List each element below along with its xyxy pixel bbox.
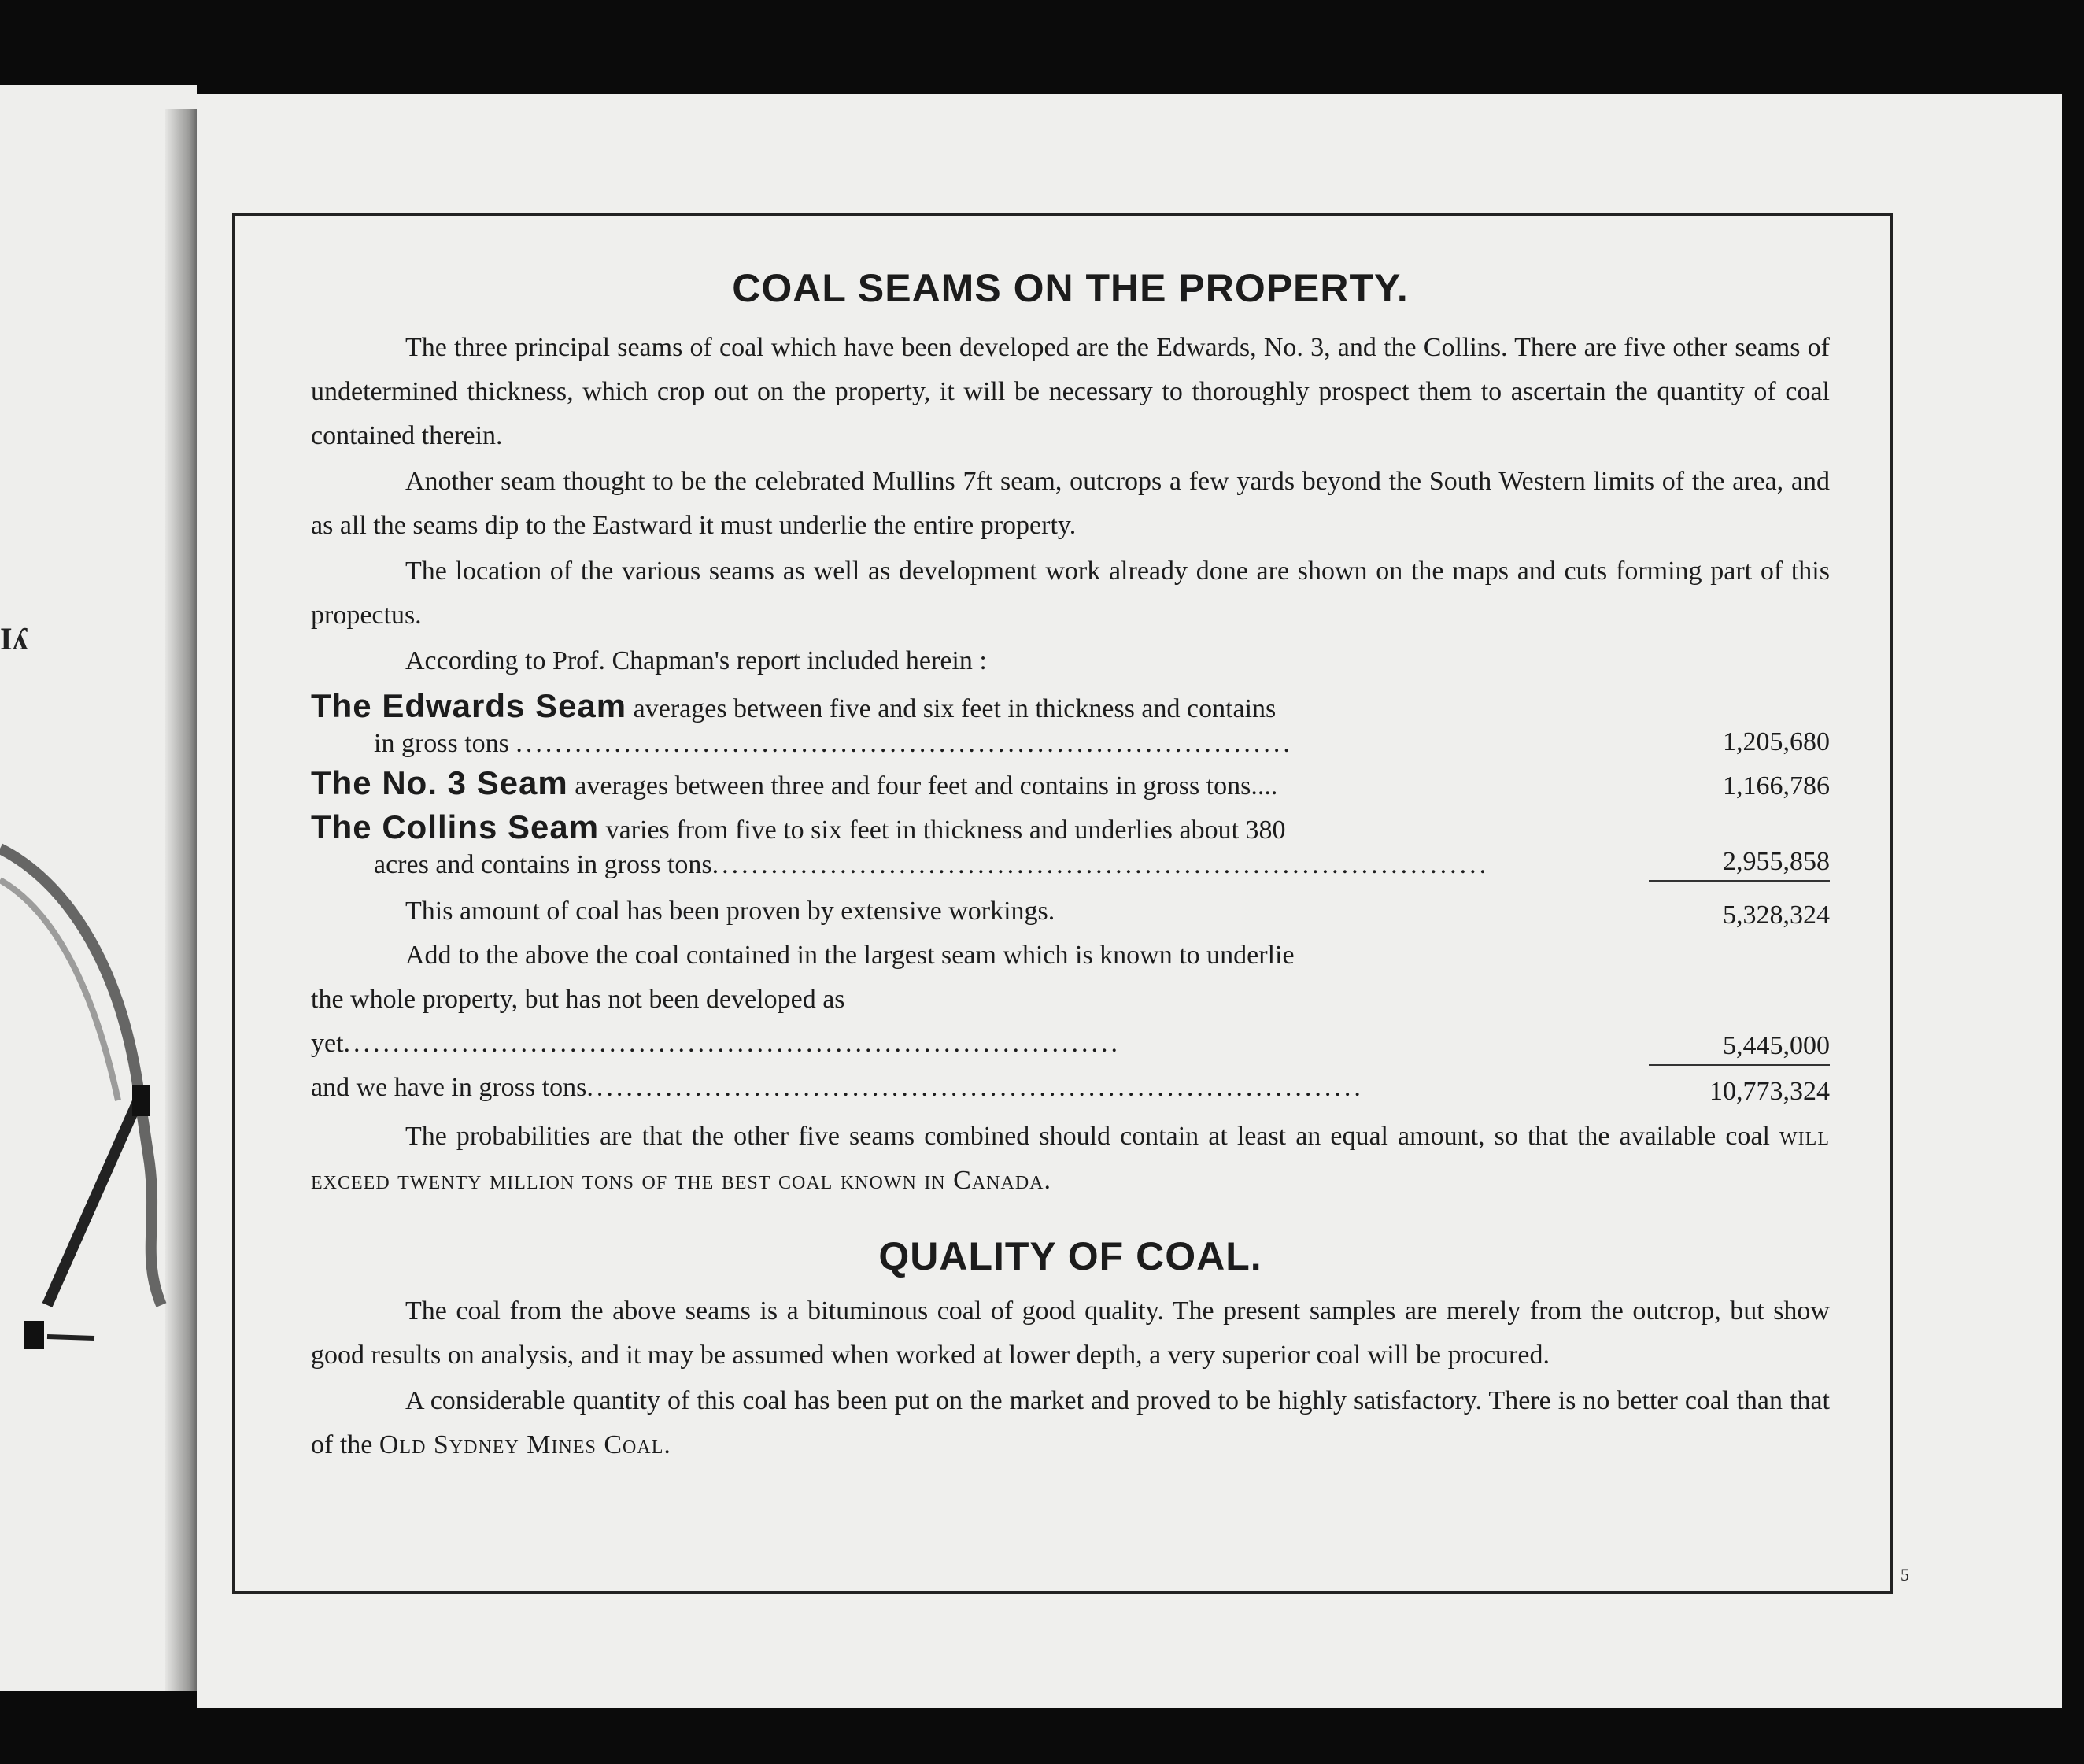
section-heading-coal-seams: COAL SEAMS ON THE PROPERTY. [732, 266, 1409, 310]
largest-seam-text-cont: the whole property, but has not been developed as yet [311, 985, 845, 1058]
paragraph-quality: The coal from the above seams is a bituminous coal of good quality. The present samples are merely from the outcrop, but show good results on analysis, and it may be assumed when worked at lower depth, a very superior coal will be procured. [311, 1296, 1830, 1370]
paragraph-principal-seams: The three principal seams of coal which have been developed are the Edwards, No. 3, and the Collins. There are five other seams of undetermined thickness, which crop out on the property, it will be necessary to thoroughly prospect them to ascertain the quantity of coal contained therein. [311, 333, 1830, 450]
seam-description: varies from five to six feet in thickness and underlies about 380 [605, 815, 1286, 845]
section-heading-quality: QUALITY OF COAL. [878, 1234, 1262, 1278]
paragraph-mullins-seam: Another seam thought to be the celebrated Mullins 7ft seam, outcrops a few yards beyond the South Western limits of the area, and as all the seams dip to the Eastward it must underlie the entire property. [311, 467, 1830, 540]
dot-leader: ............................................................................... [586, 1073, 1364, 1102]
dot-leader: ............................................................................... [515, 729, 1293, 758]
seam-description-cont: acres and contains in gross tons [374, 850, 712, 879]
seam-description: averages between five and six feet in thickness and contains [633, 694, 1277, 723]
paragraph-chapman-report: According to Prof. Chapman's report included herein : [405, 646, 987, 675]
seam-description: averages between three and four feet and contains in gross tons.... [575, 771, 1278, 801]
left-page [0, 85, 197, 1691]
seam-tons: 2,955,858 [1649, 844, 1830, 882]
seam-row-collins [311, 809, 1830, 882]
gross-total-tons: 10,773,324 [1709, 1077, 1830, 1106]
seam-tons: 1,205,680 [1723, 727, 1830, 756]
market-emphasis: Old Sydney Mines Coal. [379, 1430, 671, 1459]
gross-total-row [311, 1066, 1830, 1110]
largest-seam-tons: 5,445,000 [1649, 1028, 1830, 1066]
dot-leader: ............................................................................... [711, 850, 1490, 879]
paragraph-market [311, 1379, 1830, 1467]
map-fragment-illustration [0, 754, 173, 1384]
largest-seam-text: Add to the above the coal contained in the largest seam which is known to underlie [405, 941, 1295, 970]
paragraph-location: The location of the various seams as well as development work already done are shown on the maps and cuts forming part of this propectus. [311, 557, 1830, 630]
document-body [311, 266, 1830, 1467]
proven-text: This amount of coal has been proven by extensive workings. [405, 897, 1055, 926]
dot-leader: ............................................................................... [343, 1029, 1121, 1058]
probabilities-text: The probabilities are that the other five seams combined should contain at least an equal amount, so that the available coal [405, 1122, 1770, 1151]
seam-row-no3 [311, 765, 1830, 804]
proven-row [311, 889, 1830, 934]
seam-description-cont: in gross tons [374, 729, 509, 758]
market-text: A considerable quantity of this coal has been put on the market and proved to be highly satisfactory. There is no better coal than that of the [311, 1386, 1830, 1459]
seam-name: The Edwards Seam [311, 687, 627, 724]
seam-name: The No. 3 Seam [311, 764, 568, 801]
seam-tons: 1,166,786 [1723, 771, 1830, 801]
largest-seam-row [311, 934, 1830, 1066]
paragraph-probabilities [311, 1115, 1830, 1203]
seam-row-edwards [311, 688, 1830, 760]
proven-total: 5,328,324 [1723, 900, 1830, 930]
probabilities-emphasis: will exceed twenty million tons of the best coal known in Canada. [311, 1122, 1830, 1195]
page-number: 5 [1901, 1565, 1909, 1585]
left-page-text-fragment: Iʎ [0, 621, 28, 656]
seam-name: The Collins Seam [311, 808, 600, 845]
gross-total-text: and we have in gross tons [311, 1073, 587, 1102]
